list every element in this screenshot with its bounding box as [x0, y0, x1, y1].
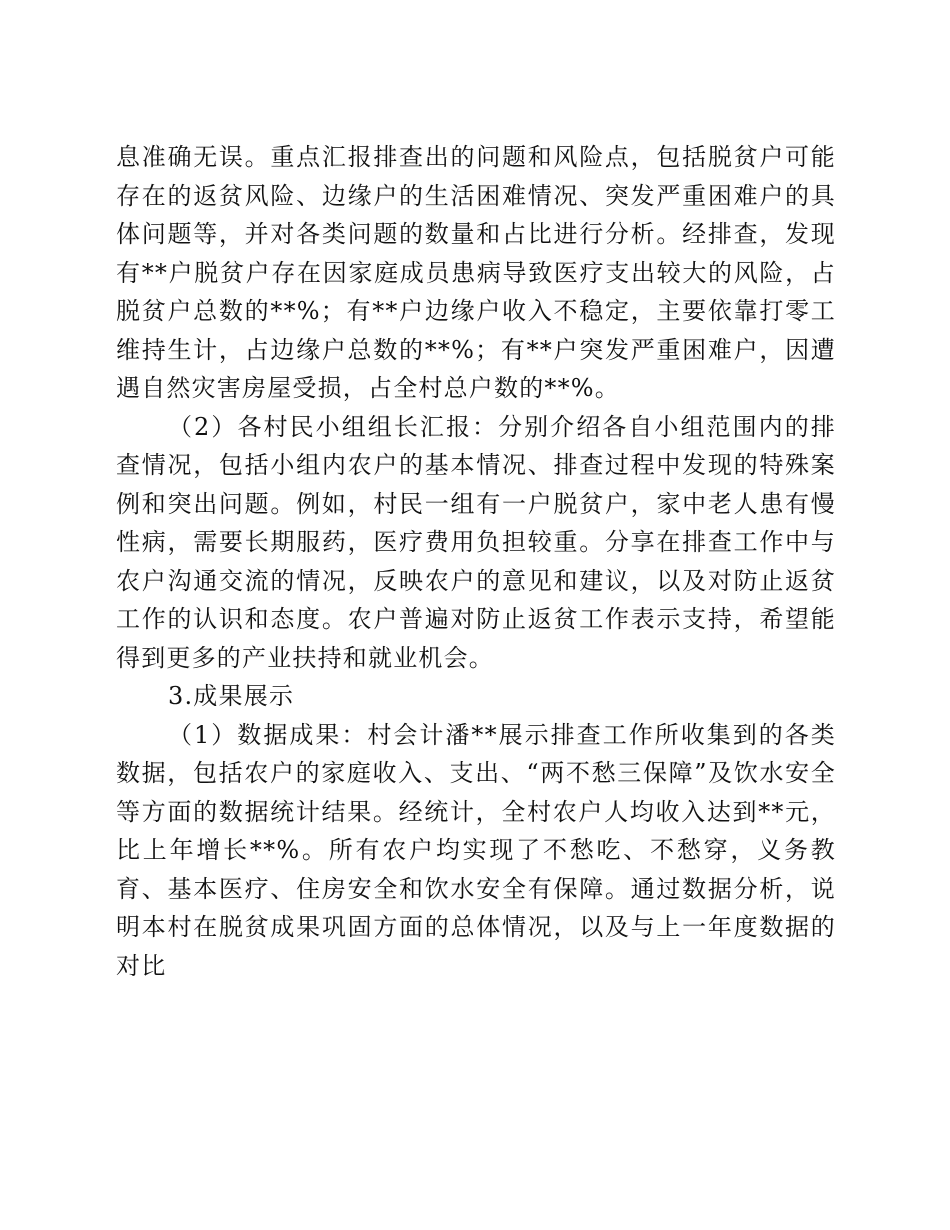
section-heading-results: 3.成果展示	[168, 682, 295, 710]
paragraph-data-results: （1）数据成果：村会计潘**展示排查工作所收集到的各类数据，包括农户的家庭收入、支出、“两不愁三保障”及饮水安全等方面的数据统计结果。经统计，全村农户人均收入达到**元，比上年增长**%。所有农户均实现了不愁吃、不愁穿，义务教育、基本医疗、住房安全和饮水安全有保障。通过数据分析，说明本村在脱贫成果巩固方面的总体情况，以及与上一年度数据的对比	[116, 720, 836, 980]
paragraph-risk-summary: 息准确无误。重点汇报排查出的问题和风险点，包括脱贫户可能存在的返贫风险、边缘户的生活困难情况、突发严重困难户的具体问题等，并对各类问题的数量和占比进行分析。经排查，发现有**户脱贫户存在因家庭成员患病导致医疗支出较大的风险，占脱贫户总数的**%；有**户边缘户收入不稳定，主要依靠打零工维持生计，占边缘户总数的**%；有**户突发严重困难户，因遭遇自然灾害房屋受损，占全村总户数的**%。	[116, 143, 836, 402]
paragraph-group-leader-report: （2）各村民小组组长汇报：分别介绍各自小组范围内的排查情况，包括小组内农户的基本情况、排查过程中发现的特殊案例和突出问题。例如，村民一组有一户脱贫户，家中老人患有慢性病，需要长期服药，医疗费用负担较重。分享在排查工作中与农户沟通交流的情况，反映农户的意见和建议，以及对防止返贫工作的认识和态度。农户普遍对防止返贫工作表示支持，希望能得到更多的产业扶持和就业机会。	[116, 412, 836, 672]
document-body	[116, 138, 836, 985]
